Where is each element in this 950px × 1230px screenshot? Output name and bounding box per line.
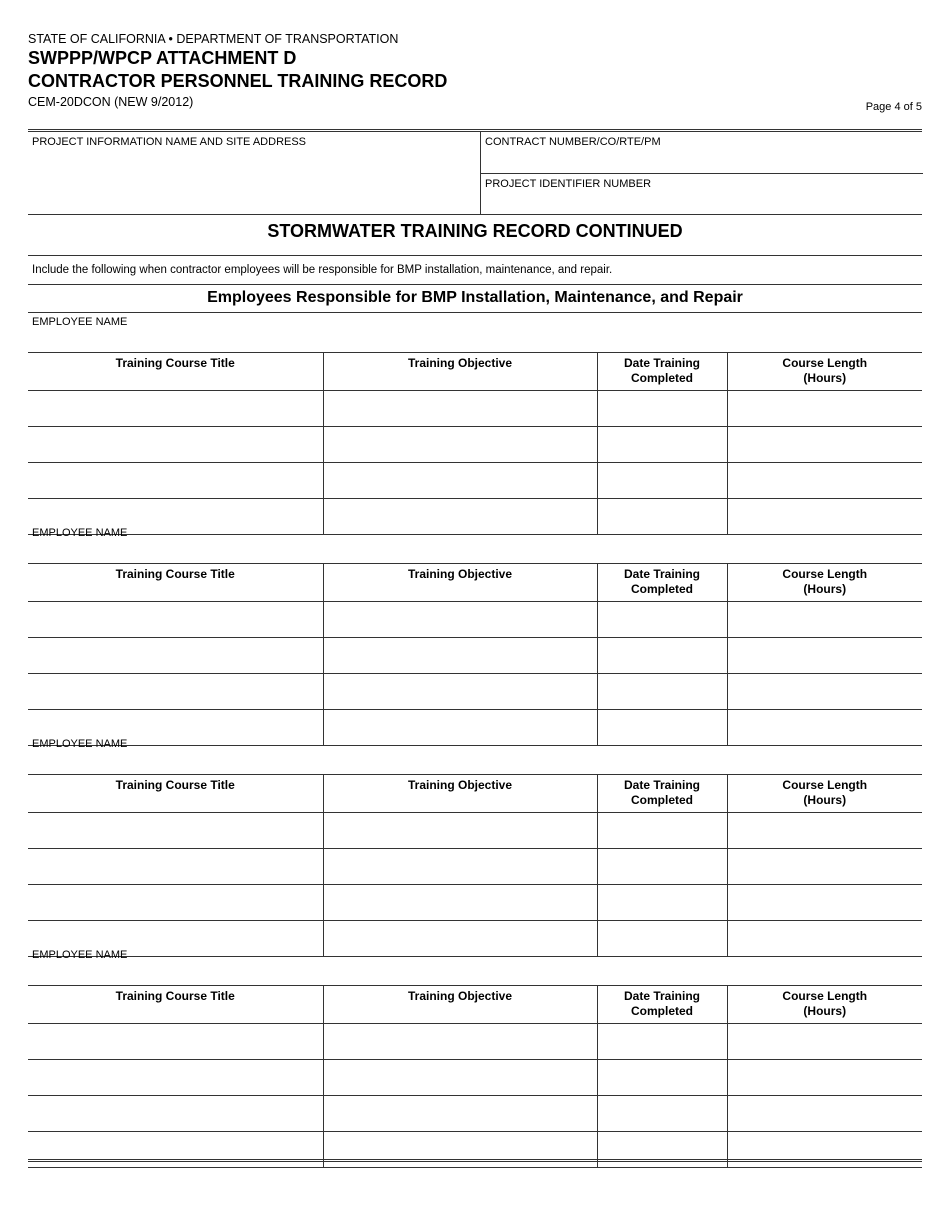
objective-cell[interactable] bbox=[323, 1096, 597, 1132]
col-header-objective bbox=[323, 564, 597, 602]
training-table bbox=[28, 985, 922, 1168]
project-identifier-label: PROJECT IDENTIFIER NUMBER bbox=[485, 178, 652, 190]
course-title-header: Training Course Title bbox=[115, 778, 235, 792]
course-length-cell[interactable] bbox=[727, 638, 922, 674]
course-title-cell[interactable] bbox=[28, 885, 323, 921]
course-title-header: Training Course Title bbox=[115, 989, 235, 1003]
col-header-course-title bbox=[28, 353, 323, 391]
date-completed-cell[interactable] bbox=[597, 813, 727, 849]
course-length-cell[interactable] bbox=[727, 1096, 922, 1132]
table-header-row bbox=[28, 986, 922, 1024]
col-header-length bbox=[727, 986, 922, 1024]
course-title-cell[interactable] bbox=[28, 638, 323, 674]
training-table bbox=[28, 774, 922, 957]
employee-training-block bbox=[28, 947, 922, 1168]
course-title-cell[interactable] bbox=[28, 1132, 323, 1168]
table-row bbox=[28, 463, 922, 499]
date-header-line2: Completed bbox=[630, 371, 693, 385]
table-row bbox=[28, 674, 922, 710]
contract-number-field[interactable] bbox=[481, 132, 923, 173]
project-info-field[interactable] bbox=[28, 132, 480, 214]
training-table bbox=[28, 563, 922, 746]
date-header-line1: Date Training bbox=[623, 778, 700, 792]
objective-cell[interactable] bbox=[323, 849, 597, 885]
table-row bbox=[28, 638, 922, 674]
date-completed-cell[interactable] bbox=[597, 849, 727, 885]
project-info-box bbox=[28, 129, 922, 215]
course-title-cell[interactable] bbox=[28, 602, 323, 638]
course-title-header: Training Course Title bbox=[115, 567, 235, 581]
objective-cell[interactable] bbox=[323, 427, 597, 463]
form-title-line2: CONTRACTOR PERSONNEL TRAINING RECORD bbox=[28, 71, 448, 91]
col-header-length bbox=[727, 353, 922, 391]
objective-header: Training Objective bbox=[407, 989, 513, 1003]
course-length-cell[interactable] bbox=[727, 1060, 922, 1096]
training-table bbox=[28, 352, 922, 535]
col-header-length bbox=[727, 775, 922, 813]
col-header-objective bbox=[323, 775, 597, 813]
table-row bbox=[28, 1024, 922, 1060]
employee-name-field[interactable] bbox=[28, 525, 922, 563]
course-title-cell[interactable] bbox=[28, 1096, 323, 1132]
table-header-row bbox=[28, 775, 922, 813]
table-row bbox=[28, 1096, 922, 1132]
col-header-course-title bbox=[28, 986, 323, 1024]
date-completed-cell[interactable] bbox=[597, 1024, 727, 1060]
objective-cell[interactable] bbox=[323, 1024, 597, 1060]
employee-training-block bbox=[28, 525, 922, 746]
col-header-date bbox=[597, 353, 727, 391]
objective-header: Training Objective bbox=[407, 567, 513, 581]
employee-name-label: EMPLOYEE NAME bbox=[32, 316, 128, 328]
course-title-cell[interactable] bbox=[28, 849, 323, 885]
course-length-cell[interactable] bbox=[727, 427, 922, 463]
project-identifier-field[interactable] bbox=[481, 173, 923, 215]
date-completed-cell[interactable] bbox=[597, 602, 727, 638]
table-row bbox=[28, 1132, 922, 1168]
employee-name-label: EMPLOYEE NAME bbox=[32, 738, 128, 750]
table-row bbox=[28, 849, 922, 885]
course-length-cell[interactable] bbox=[727, 849, 922, 885]
subtitle: Employees Responsible for BMP Installation, Maintenance, and Repair bbox=[28, 284, 922, 313]
employee-name-label: EMPLOYEE NAME bbox=[32, 949, 128, 961]
objective-cell[interactable] bbox=[323, 674, 597, 710]
col-header-objective bbox=[323, 986, 597, 1024]
table-header-row bbox=[28, 564, 922, 602]
employee-name-label: EMPLOYEE NAME bbox=[32, 527, 128, 539]
col-header-objective bbox=[323, 353, 597, 391]
section-title: STORMWATER TRAINING RECORD CONTINUED bbox=[267, 221, 683, 241]
course-length-cell[interactable] bbox=[727, 391, 922, 427]
course-title-cell[interactable] bbox=[28, 813, 323, 849]
date-header-line2: Completed bbox=[630, 793, 693, 807]
col-header-date bbox=[597, 986, 727, 1024]
course-title-cell[interactable] bbox=[28, 427, 323, 463]
objective-cell[interactable] bbox=[323, 1132, 597, 1168]
employee-name-field[interactable] bbox=[28, 736, 922, 774]
bottom-divider bbox=[28, 1159, 922, 1162]
course-title-cell[interactable] bbox=[28, 463, 323, 499]
intro-text-content: Include the following when contractor employees will be responsible for BMP installation, maintenance, and repair. bbox=[32, 264, 613, 276]
col-header-date bbox=[597, 775, 727, 813]
form-header bbox=[28, 32, 922, 113]
length-header-line1: Course Length bbox=[782, 989, 868, 1003]
date-completed-cell[interactable] bbox=[597, 1096, 727, 1132]
table-row bbox=[28, 813, 922, 849]
col-header-length bbox=[727, 564, 922, 602]
date-header-line1: Date Training bbox=[623, 356, 700, 370]
course-title-cell[interactable] bbox=[28, 1060, 323, 1096]
objective-cell[interactable] bbox=[323, 813, 597, 849]
table-row bbox=[28, 427, 922, 463]
objective-header: Training Objective bbox=[407, 356, 513, 370]
objective-cell[interactable] bbox=[323, 463, 597, 499]
course-length-cell[interactable] bbox=[727, 1024, 922, 1060]
length-header-line1: Course Length bbox=[782, 567, 868, 581]
date-header-line2: Completed bbox=[630, 582, 693, 596]
date-header-line1: Date Training bbox=[623, 567, 700, 581]
form-title-line1: SWPPP/WPCP ATTACHMENT D bbox=[28, 48, 297, 68]
date-completed-cell[interactable] bbox=[597, 427, 727, 463]
length-header-line1: Course Length bbox=[782, 778, 868, 792]
objective-cell[interactable] bbox=[323, 602, 597, 638]
table-row bbox=[28, 391, 922, 427]
employee-name-field[interactable] bbox=[28, 314, 922, 352]
date-completed-cell[interactable] bbox=[597, 1060, 727, 1096]
length-header-line2: (Hours) bbox=[803, 582, 847, 596]
table-header-row bbox=[28, 353, 922, 391]
date-completed-cell[interactable] bbox=[597, 463, 727, 499]
table-row bbox=[28, 1060, 922, 1096]
course-title-cell[interactable] bbox=[28, 1024, 323, 1060]
employee-name-field[interactable] bbox=[28, 947, 922, 985]
form-number: CEM-20DCON (NEW 9/2012) bbox=[28, 95, 194, 109]
course-length-cell[interactable] bbox=[727, 813, 922, 849]
course-title-header: Training Course Title bbox=[115, 356, 235, 370]
date-completed-cell[interactable] bbox=[597, 638, 727, 674]
date-header-line2: Completed bbox=[630, 1004, 693, 1018]
date-completed-cell[interactable] bbox=[597, 674, 727, 710]
project-right-fields bbox=[480, 132, 923, 214]
length-header-line2: (Hours) bbox=[803, 793, 847, 807]
course-title-cell[interactable] bbox=[28, 391, 323, 427]
date-header-line1: Date Training bbox=[623, 989, 700, 1003]
col-header-course-title bbox=[28, 775, 323, 813]
length-header-line2: (Hours) bbox=[803, 371, 847, 385]
course-length-cell[interactable] bbox=[727, 885, 922, 921]
page-number: Page 4 of 5 bbox=[865, 101, 922, 113]
agency-line: STATE OF CALIFORNIA • DEPARTMENT OF TRANSPORTATION bbox=[28, 32, 399, 46]
project-info-label: PROJECT INFORMATION NAME AND SITE ADDRESS bbox=[32, 136, 307, 148]
objective-cell[interactable] bbox=[323, 885, 597, 921]
objective-cell[interactable] bbox=[323, 638, 597, 674]
employee-training-block bbox=[28, 314, 922, 535]
table-row bbox=[28, 602, 922, 638]
objective-cell[interactable] bbox=[323, 1060, 597, 1096]
objective-cell[interactable] bbox=[323, 391, 597, 427]
table-row bbox=[28, 885, 922, 921]
contract-number-label: CONTRACT NUMBER/CO/RTE/PM bbox=[485, 136, 661, 148]
course-length-cell[interactable] bbox=[727, 1132, 922, 1168]
objective-header: Training Objective bbox=[407, 778, 513, 792]
length-header-line2: (Hours) bbox=[803, 1004, 847, 1018]
intro-text bbox=[28, 255, 922, 285]
course-length-cell[interactable] bbox=[727, 674, 922, 710]
col-header-course-title bbox=[28, 564, 323, 602]
course-length-cell[interactable] bbox=[727, 602, 922, 638]
employee-training-block bbox=[28, 736, 922, 957]
course-length-cell[interactable] bbox=[727, 463, 922, 499]
date-completed-cell[interactable] bbox=[597, 1132, 727, 1168]
course-title-cell[interactable] bbox=[28, 674, 323, 710]
date-completed-cell[interactable] bbox=[597, 885, 727, 921]
length-header-line1: Course Length bbox=[782, 356, 868, 370]
date-completed-cell[interactable] bbox=[597, 391, 727, 427]
col-header-date bbox=[597, 564, 727, 602]
